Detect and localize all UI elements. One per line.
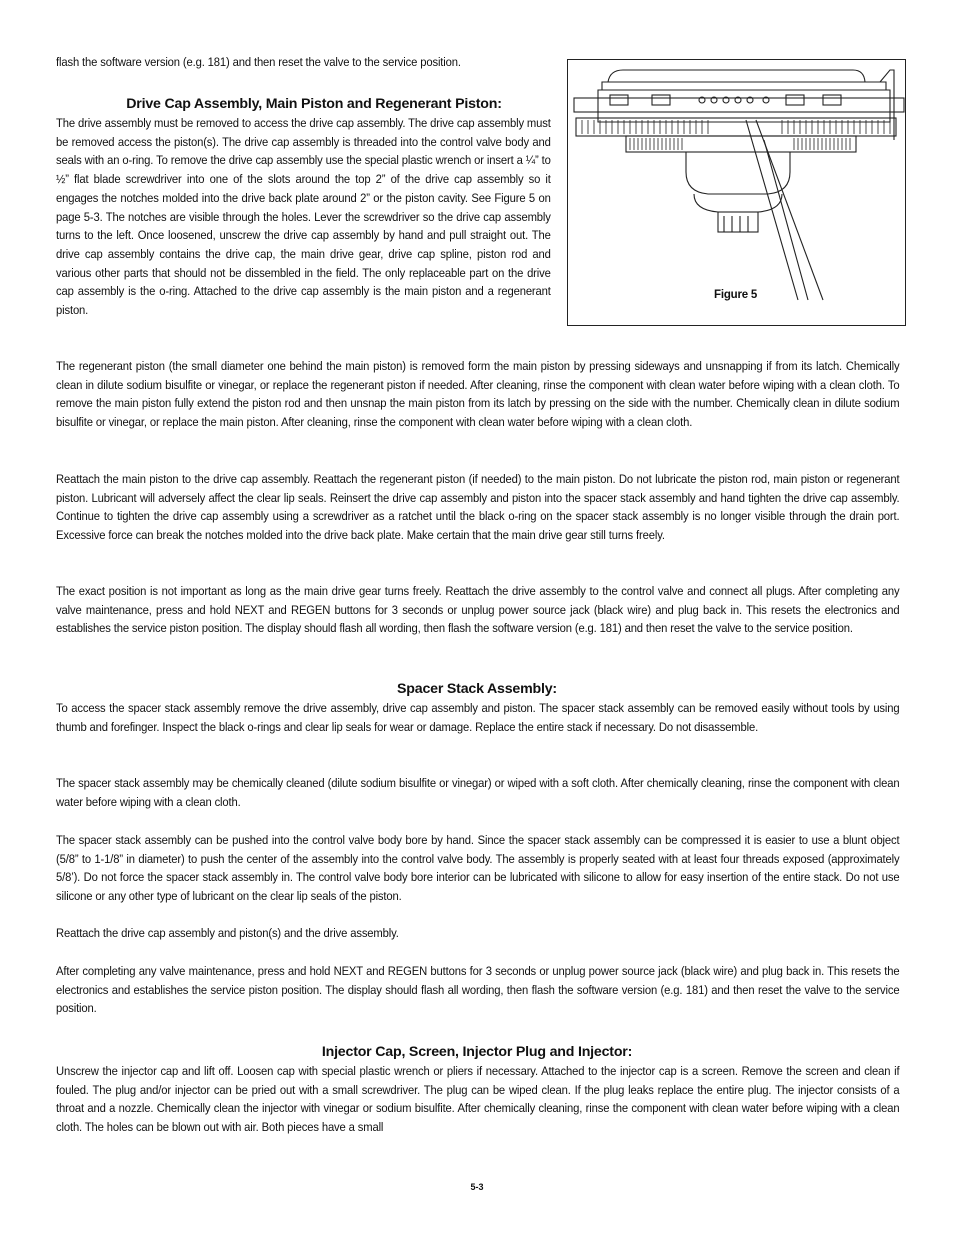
spacer-stack-paragraph-5: After completing any valve maintenance, press and hold NEXT and REGEN buttons for 3 seconds or unplug power source jack (black wire) and plug back in. This resets the electronics and establishes the service piston position. The display should flash all wording, then flash the software version (e.g. 181) and then reset the valve to the service position. xyxy=(56,964,900,1016)
spacer-stack-paragraph-4: Reattach the drive cap assembly and piston(s) and the drive assembly. xyxy=(56,926,399,940)
section-heading-drive-cap: Drive Cap Assembly, Main Piston and Regenerant Piston: xyxy=(126,96,502,112)
drive-cap-paragraph-3: Reattach the main piston to the drive cap assembly. Reattach the regenerant piston (if needed) to the main piston. Do not lubricate the piston rod, main piston or regenerant piston. Lubricant will adversely affect the clear lip seals. Reinsert the drive cap assembly and piston into the spacer stack assembly and hand tighten the drive cap assembly. Continue to tighten the drive cap assembly using a screwdriver as a ratchet until the black o-ring on the spacer stack assembly is no longer visible through the drain port. Excessive force can break the notches molded into the drive back plate. Make certain that the main drive gear still turns freely. xyxy=(56,472,900,543)
drive-cap-illustration xyxy=(568,60,905,325)
section-heading-injector: Injector Cap, Screen, Injector Plug and Injector: xyxy=(321,1044,633,1060)
drive-cap-paragraph-2: The regenerant piston (the small diameter one behind the main piston) is removed form the main piston by pressing sideways and unsnapping if from its latch. Chemically clean in dilute sodium bisulfite or vinegar, or replace the regenerant piston if needed. After cleaning, rinse the component with clean water before wiping with a clean cloth. To remove the main piston fully extend the piston rod and then unsnap the main piston from its latch by pressing on the side with the number. Chemically clean in dilute sodium bisulfite or vinegar, or replace the main piston. After cleaning, rinse the component with clean water before wiping with a clean cloth. xyxy=(56,359,900,430)
section-heading-spacer-stack: Spacer Stack Assembly: xyxy=(397,681,557,697)
drive-cap-paragraph-4: The exact position is not important as long as the main drive gear turns freely. Reattach the drive assembly to the control valve and connect all plugs. After completing any valve maintenance, press and hold NEXT and REGEN buttons for 3 seconds or unplug power source jack (black wire) and plug back in. This resets the electronics and establishes the service piston position. The display should flash all wording, then flash the software version (e.g. 181) and then reset the valve to the service position. xyxy=(56,584,900,636)
figure-caption: Figure 5 xyxy=(714,289,758,301)
drive-cap-paragraph-1: The drive assembly must be removed to access the drive cap assembly. The drive cap assembly must be removed access the piston(s). The drive cap assembly is threaded into the control valve body and seals with an o-ring. To remove the drive cap assembly use the special plastic wrench or insert a ¼” to ½” flat blade screwdriver into one of the slots around the top 2” of the drive cap assembly so it engages the notches molded into the drive back plate around 2” or the piston cavity. See Figure 5 on page 5-3. The notches are visible through the holes. Lever the screwdriver so the drive cap assembly turns to the left. Once loosened, unscrew the drive cap assembly by hand and pull straight out. The drive cap assembly contains the drive cap, the main drive gear, drive cap spline, piston rod and various other parts that should not be dissembled in the field. The only replaceable part on the drive cap assembly is the o-ring. Attached to the drive cap assembly is the main piston and a regenerant piston. xyxy=(56,116,551,318)
spacer-stack-paragraph-1: To access the spacer stack assembly remove the drive assembly, drive cap assembly and piston. The spacer stack assembly can be removed easily without tools by using thumb and forefinger. Inspect the black o-rings and clear lip seals for wear or damage. Replace the entire stack if necessary. Do not disassemble. xyxy=(56,701,900,734)
spacer-stack-paragraph-3: The spacer stack assembly can be pushed into the control valve body bore by hand. Since the spacer stack assembly can be compressed it is easier to use a blunt object (5/8” to 1-1/8” in diameter) to push the center of the assembly into the control valve body. The assembly is properly seated with at least four threads exposed (approximately 5/8’). Do not force the spacer stack assembly in. The control valve body bore interior can be lubricated with silicone to allow for easy insertion of the entire stack. Do not use silicone or any other type of lubricant on the clear lip seals of the piston. xyxy=(56,833,900,904)
intro-text: flash the software version (e.g. 181) and then reset the valve to the service position. xyxy=(56,55,461,69)
injector-paragraph-1: Unscrew the injector cap and lift off. Loosen cap with special plastic wrench or pliers if necessary. Attached to the injector cap is a screen. Remove the screen and clean if fouled. The plug and/or injector can be pried out with a small screwdriver. The plug can be wiped clean. If the plug leaks replace the entire plug. The injector consists of a throat and a nozzle. Chemically clean the injector with vinegar or sodium bisulfite. After chemically cleaning, rinse the component with clean water before wiping with a clean cloth. The holes can be blown out with air. Both pieces have a small xyxy=(56,1064,900,1135)
spacer-stack-paragraph-2: The spacer stack assembly may be chemically cleaned (dilute sodium bisulfite or vinegar) or wiped with a soft cloth. After chemically cleaning, rinse the component with clean water before wiping with a clean cloth. xyxy=(56,776,900,809)
figure-5 xyxy=(567,59,906,326)
page-number: 5-3 xyxy=(470,1182,484,1192)
